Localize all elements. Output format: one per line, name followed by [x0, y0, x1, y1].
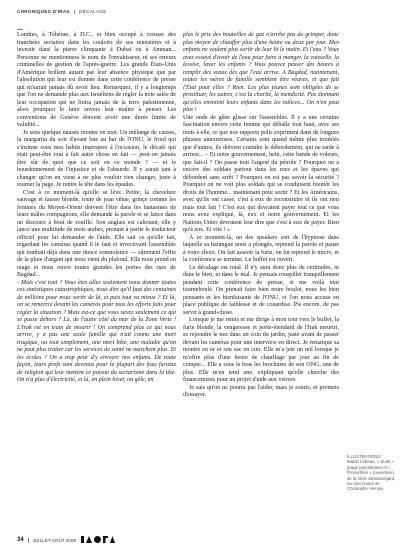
article-column-right [183, 32, 339, 400]
intro-mark: ... [17, 23, 23, 32]
paragraph: plus le prix des bouteilles de gaz n'arrête pas de grimper, donc plus moyen de chauffer plus d'une heure ou deux par jour. Mes enfants ne veulent plus sortir de leur lit le matin. Et l'eau ? Vous avez essayé d'avoir de l'eau pour faire à manger, la vaisselle, la lessive, laver les enfants ? Vous pouvez passer des heures à remplir des seaux dès que l'eau arrive. A Bagdad, maintenant, toutes les mères de famille semblent être veuves, et que fait l'État pour elles ? Rien. Les plus jeunes sont obligées de se prostituer, les autres, c'est la charité, la mendicité. Pas étonnant qu'elles envoient leurs enfants dans les milices... On n'en peut plus ! [183, 32, 339, 113]
paragraph: C'est à ce moment-là qu'elle se lève. Petite, la chevelure sauvage et fausse blonde, toute de jean vêtue, grinçe comme les femmes du Moyen-Orient doivent l'être dans les fantasmes de leurs mâles compagnons, elle demande la parole et se lance dans un discours à bout de souffle. Son anglais est cahotant, elle y lance une multitude de mots arabes, prenant à partie le traducteur officiel pour lui demander de l'aide. Elle sait ce qu'elle fait, regardant les caméras quand il le faut et invectivant l'assemblée qui tombait déjà dans une douce somnolence — sûrement l'effet de la pluie d'argent qui nous vient du plafond. Elle nous prend en otage et nous ouvre toutes grandes les portes des rues de Bagdad... [17, 189, 176, 278]
paragraph: Je sens quelque nausée monter en moi. Un mélange de causes, la margarita du soir d'avant bue au bar de l'ONU, le froid qui s'insinue sous mes habits impropres à l'occasion, le décafé qui était peut-être tout à fait autre chose en fait — peut-on jamais être sûr de quoi que ce soit en ce monde ? — et le bourdonnement de l'injustice et de l'absurde. Il y aurait tant à changer qu'on en vient à ne plus vouloir rien changer, juste à tourner la page. Je rentre la tête dans les épaules. [17, 129, 176, 188]
header-subsection: DÉCALAGE [79, 9, 107, 14]
illustration-credit [347, 454, 397, 492]
paragraph: Je sais qu'on ne pourra pas l'aider, mais je souris, et promets d'essayer. [183, 384, 339, 398]
paragraph: Londres, à Téhéran, à D.C., et bien occupé à creuser des tranchées sectaires dans les couloirs de ses ministères et à investir dans la pierre clinquante à Dubaï ou à Amman... Personne ne mentionnera le nom de l'envahisseur, ni ses erreurs criminelles de gestion de l'après-guerre. Les grands États-Unis d'Amérique brillent autant par leur absence physique que par l'absolution qui leur est donnée dans cette conférence de presse qui m'aurait jamais dû avoir lieu. Remarquez, il y a longtemps que l'on ne demande plus aux Israéliens de régler la note salée de leur occupation qui ne finira jamais de la terre palestinienne, alors pourquoi le faire envers leur maître à penser. Les conventions de Genève doivent avoir une durée limite de validité... [17, 32, 176, 128]
page-footer [17, 537, 76, 543]
paragraph: - Mais c'est tout ? Vous êtes allez seulement nous donner toutes ces statistiques catastrophiques, nous dire qu'il faut des centaines de millions pour nous sortir de là, et puis tout va mieux ? Et là, on se remercie devant les caméras pour tous les efforts faits pour régler la situation ? Mais est-ce que vous savez seulement ce qui se passe dehors ? Là, de l'autre côté du mur de la Zone Verte ! L'Irak est en train de mourir ! On comprend plus ce qui nous arrive, y a pas une seule famille qui n'ait connu une mort tragique, ou tout simplement, une mort bête, une maladie qu'on ne peut plus traiter car les services de santé ne marchent plus. Et les écoles ? On a trop peur d'y envoyer nos enfants. De toute façon, leurs profs sont devenus pour la plupart des fous furieux de religion qui leur mettent ce poison du sectarisme dans la tête. On n'a plus d'électricité, et là, en plein hiver, on gèle, en [17, 279, 176, 383]
page-number: 34 [17, 537, 24, 543]
magazine-logo [81, 535, 115, 544]
paragraph: Le décalage est total. Il n'y aura donc plus de certitudes, ni dans le bien, ni dans le mal. Je pensais rouspiller tranquillement pendant cette conférence de presse, et me voilà tout tourneboulé. On prenait faire bien notre boulot, nous les bien pensants et les bienfaisants de l'ONU, et l'on nous accuse en place publique de faiblesse et de couardise. Pis encore, de pas servir à grand-chose. [183, 264, 339, 316]
running-header [17, 9, 107, 14]
header-divider [74, 10, 75, 14]
footer-divider [28, 538, 29, 543]
paragraph: Une onde de gêne glisse sur l'assemblée. Il y a une certaine fascination envers cette femme qui déballe tout haut, avec ses mots à elle, ce que nos rapports polis expriment dans de longues phrases amoureuses. Certains sont quand même plus troublés que d'autres, ils doivent craindre le débordement, qui ne tarde à arriver... – Et notre gouvernement, hein, cette bande de voleurs, que fait-il ? On passe tout l'argent du pétrole ? Pourquoi on a encore des soldats partout dans les rues et les épaves qui débordent sans arrêt ? Pourquoi on est pas savoir la sécurité ? Pourquoi on ne voit plus soldats qui se conduisent bientôt les droits de l'homme... maintenant pour sortir ? Et les Américains, avec qu'ils ont cassé, c'est à eux de reconstruire et ils ont rien mais tout fait ! C'est eux qui devraient payer tout ce que vous nous avez expliqué, là, eux et notre gouvernement. Et les Nations Unies devraient leur dire que c'est à eux de payer. Rien qu'à eux. Et vite ! » [183, 114, 339, 233]
paragraph: À ce moment-là, un des speakers sort de l'hypnose dans laquelle sa harangue nous a plongés, reprend la parole et pause à votre choix. On fait asseoir la furie, on lui reprend le micro, et la conférence se termine. Le buffet est ouvert. [183, 234, 339, 263]
paragraph: Lorsque je me remis et me dirige à mon tour vers le buffet, la furie blonde, la vengeresse et porte-étendard de l'Irak meurtri, se repoudre le nez dans un coin du jardin, juste avant de passer devant les caméras pour une interview en direct. Je remarque sa montre en or et son sac en cuir. Elle m'a jeté un œil lorsque je m'offre plus d'une heure de chauffage par jour au fin de compte... Elle a sous le bras les brochures de son ONG, une de plus. Elle m'en tend une, expliquant qu'elle cherche des financements pour un projet d'aide aux veuves. [183, 317, 339, 383]
article-column-left [17, 32, 176, 385]
illustration-credit-text: Martin Lebeau, « Suite » (page précédente) et « Prométhée » (ouverture), de la série Jamaisregard, sur des textes de Christophe Vernoiy. [347, 459, 396, 492]
header-section: CHRONIQUES D'IRAK [17, 9, 71, 14]
illustration-credit-label: ILLUSTRATIONS : [347, 454, 383, 459]
issue-date: JUILLET-AOÛT 2008 [32, 537, 77, 543]
